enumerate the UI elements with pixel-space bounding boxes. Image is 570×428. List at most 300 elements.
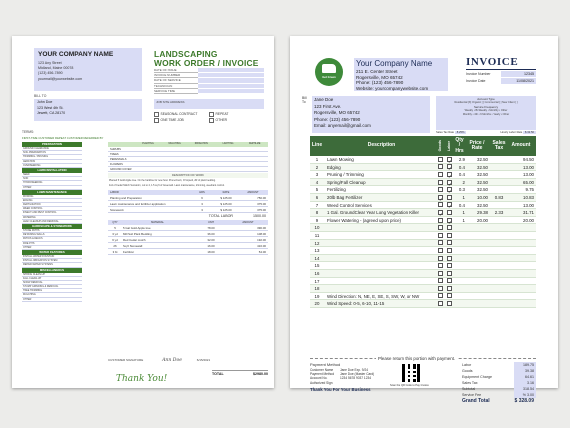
material-amount: 416.00: [257, 244, 266, 248]
line-amount: 9.75: [525, 187, 534, 193]
service-item[interactable]: FIRE PITS: [22, 242, 82, 246]
labor-checkbox[interactable]: [447, 248, 452, 253]
service-item[interactable]: MULCHING: [22, 293, 82, 297]
customer-options: FIRST-TIME CUSTOMER REPEAT CUSTOMER REFERRED BY: [22, 136, 104, 140]
service-item[interactable]: OTHER: [22, 186, 82, 190]
line-qty[interactable]: [454, 293, 466, 300]
line-qty[interactable]: [454, 224, 466, 231]
summary-label: Sales Tax: [462, 381, 478, 385]
goods-cell: [436, 209, 445, 216]
goods-checkbox[interactable]: [438, 172, 443, 177]
goods-cell: [436, 300, 445, 307]
line-description[interactable]: Lawn Mowing: [327, 157, 354, 162]
labor-cell: [445, 232, 454, 239]
line-qty[interactable]: [454, 300, 466, 307]
labor-checkbox[interactable]: [447, 225, 452, 230]
line-description[interactable]: Pruning / Trimming: [327, 172, 364, 178]
labor-rate[interactable]: $ 125.00: [220, 202, 232, 206]
grand-total-row: [462, 398, 536, 404]
goods-checkbox[interactable]: [438, 271, 443, 276]
goods-checkbox[interactable]: [438, 263, 443, 268]
payment-method: [310, 362, 384, 392]
line-qty[interactable]: [454, 278, 466, 285]
line-number: 16: [314, 270, 320, 276]
line-number: 2: [315, 164, 319, 170]
logo-text: Get Green: [322, 74, 336, 79]
section-header: LAWN INSTALLATION: [22, 168, 82, 173]
checkbox-one-time[interactable]: ONE TIME JOB: [154, 117, 209, 123]
labor-checkbox[interactable]: [447, 271, 452, 276]
service-row: [108, 167, 268, 172]
table-row: [310, 240, 536, 248]
line-qty[interactable]: 0.4: [458, 172, 465, 178]
service-item[interactable]: GROUND CLEARANCE: [22, 147, 82, 151]
line-tax: [490, 164, 508, 171]
labor-hrs[interactable]: 3: [201, 208, 203, 212]
line-rate[interactable]: [466, 278, 490, 285]
summary-value: % 3.00: [514, 392, 536, 398]
invoice-date-field[interactable]: 11/08/2021: [501, 78, 536, 84]
line-qty[interactable]: 2.9: [458, 157, 465, 162]
goods-checkbox[interactable]: [438, 248, 443, 253]
labor-hrs[interactable]: 3: [201, 202, 203, 206]
job-site-address-field[interactable]: JOB SITE ADDRESS: [154, 99, 264, 109]
invoice-header: [466, 56, 536, 84]
line-rate[interactable]: [466, 300, 490, 307]
service-item[interactable]: RETAINING WALLS: [22, 233, 82, 237]
service-col-header: IRRIGATION: [194, 143, 208, 145]
goods-checkbox[interactable]: [438, 278, 443, 283]
account-type-options[interactable]: Residential [X] Organic [ ] Commercial [ ] New Client [ ]: [454, 101, 518, 104]
service-item[interactable]: WATERING: [22, 216, 82, 220]
truck-icon: [322, 64, 336, 73]
company-name: Your Company Name: [356, 59, 433, 68]
line-rate[interactable]: 29.38: [477, 210, 488, 216]
goods-checkbox[interactable]: [438, 301, 443, 306]
document-title: [154, 50, 274, 68]
line-number: 19: [314, 293, 320, 299]
table-row: [310, 217, 536, 225]
labor-checkbox[interactable]: [447, 263, 452, 268]
labor-checkbox[interactable]: [447, 195, 452, 200]
company-address: 123 Any Street: [38, 61, 62, 65]
labor-checkbox[interactable]: [447, 240, 452, 245]
material-row: [108, 249, 268, 255]
line-qty[interactable]: 1: [462, 217, 465, 223]
table-row: [310, 164, 536, 172]
material-qty[interactable]: 5: [114, 226, 116, 230]
company-logo: [315, 58, 343, 86]
line-qty[interactable]: [454, 247, 466, 254]
line-rate[interactable]: [466, 285, 490, 292]
line-rate[interactable]: [466, 293, 490, 300]
material-unit[interactable]: 32.00: [207, 238, 215, 242]
checkbox-repeat[interactable]: REPEAT: [209, 111, 264, 117]
service-item[interactable]: SPRING CLEAN-UP: [22, 273, 82, 277]
service-item[interactable]: STONE PATHS: [22, 229, 82, 233]
line-tax: [490, 293, 508, 300]
line-number: 4: [315, 179, 319, 185]
table-row: [310, 232, 536, 240]
goods-checkbox[interactable]: [438, 233, 443, 238]
labor-checkbox[interactable]: ✓: [448, 166, 452, 172]
service-item[interactable]: SEED: [22, 173, 82, 177]
line-description[interactable]: 20lb Bag Fertilizer: [327, 194, 363, 200]
line-qty[interactable]: 1: [462, 194, 465, 200]
material-qty[interactable]: 6 yd: [112, 238, 118, 242]
table-row: [310, 262, 536, 270]
line-description[interactable]: Wind Speed: 0-5, 6-10, 11-15: [327, 301, 385, 307]
table-row: [310, 209, 536, 217]
col-description: Description: [367, 142, 396, 149]
labor-checkbox[interactable]: [447, 256, 452, 261]
line-rate[interactable]: 10.00: [477, 194, 488, 200]
service-row-label[interactable]: SHRUBS: [110, 148, 121, 151]
line-description[interactable]: 1 Gal. GroundClear Year Long Vegetation Killer: [327, 210, 420, 216]
hourly-rate-field[interactable]: $ 32.50: [525, 131, 534, 134]
service-row-label[interactable]: GROUND COVER: [110, 168, 132, 171]
line-number: 12: [314, 240, 320, 246]
invoice-date-label: Invoice Date: [466, 79, 486, 83]
material-rows: [108, 225, 268, 255]
line-rate[interactable]: 32.50: [477, 164, 488, 170]
grand-total-label: Grand Total: [462, 398, 490, 404]
line-qty[interactable]: [454, 285, 466, 292]
goods-checkbox[interactable]: [438, 240, 443, 245]
frequency-options[interactable]: Weekly • Bi-Weekly • Monthly • Other: [464, 108, 508, 112]
labor-amount: 375.00: [257, 208, 266, 212]
payment-value[interactable]: Jane Doe Exp. 9/24: [340, 367, 368, 372]
meta-label: SERVICE TIME: [154, 89, 198, 94]
tear-off-line: [310, 358, 536, 359]
line-tax: [490, 240, 508, 247]
section-header: HARDSCAPE & STONEWORK: [22, 224, 82, 229]
service-item[interactable]: AERATION: [22, 160, 82, 164]
table-row: [310, 285, 536, 293]
line-amount: 13.00: [523, 202, 534, 208]
line-amount: 13.00: [523, 172, 534, 178]
labor-cell: [445, 247, 454, 254]
line-qty[interactable]: [454, 232, 466, 239]
description-header: DESCRIPTION OF WORK: [108, 173, 268, 178]
line-amount: 10.83: [523, 194, 534, 200]
bill-to-field[interactable]: [312, 96, 430, 133]
line-qty[interactable]: 0.4: [458, 164, 465, 170]
line-qty[interactable]: [454, 255, 466, 262]
labor-checkbox[interactable]: [447, 293, 452, 298]
service-item[interactable]: OTHER: [22, 246, 82, 250]
labor-desc[interactable]: Planting and Preparation: [110, 196, 142, 200]
goods-checkbox[interactable]: [438, 187, 443, 192]
line-description[interactable]: Flower Watering - (agreed upon price): [327, 217, 402, 223]
line-rate[interactable]: 20.00: [477, 217, 488, 223]
summary-value: 64.61: [514, 374, 536, 380]
line-qty[interactable]: [454, 262, 466, 269]
labor-cell: [445, 224, 454, 231]
labor-hrs[interactable]: 6: [201, 196, 203, 200]
line-description[interactable]: Spring/Fall Cleanup: [327, 179, 366, 185]
labor-amount: 375.00: [257, 202, 266, 206]
service-item[interactable]: OVERSEEDING: [22, 164, 82, 168]
labor-cell: [445, 217, 454, 224]
service-item[interactable]: EDGING: [22, 199, 82, 203]
labor-checkbox[interactable]: [447, 233, 452, 238]
service-row-label[interactable]: PERENNIALS: [110, 158, 127, 161]
goods-cell: [436, 217, 445, 224]
frequency-options-2[interactable]: Monthly • 4th • 6 Months • Yearly • Other: [462, 112, 510, 116]
line-number: 15: [314, 263, 320, 269]
meta-field[interactable]: [198, 89, 264, 94]
return-note: Please return this portion with payment.: [378, 356, 456, 361]
payment-rows: [310, 368, 384, 386]
landscaping-work-order-sheet: [12, 36, 274, 388]
qr-code-icon[interactable]: [402, 364, 420, 382]
line-rate[interactable]: [466, 255, 490, 262]
table-row: [310, 171, 536, 179]
company-phone: (123) 456-7890: [38, 71, 63, 76]
goods-checkbox[interactable]: [438, 180, 443, 185]
service-item[interactable]: SOD: [22, 177, 82, 181]
labor-checkbox[interactable]: ✓: [448, 219, 452, 225]
material-unit[interactable]: 18.00: [207, 250, 215, 254]
table-row: [310, 270, 536, 278]
line-rate[interactable]: [466, 270, 490, 277]
line-description[interactable]: Weed Control Services: [327, 202, 372, 208]
signature-script: Ann Doe: [162, 358, 182, 363]
labor-checkbox[interactable]: [447, 278, 452, 283]
line-qty[interactable]: [454, 270, 466, 277]
goods-checkbox[interactable]: [438, 225, 443, 230]
line-qty[interactable]: 1: [462, 210, 465, 216]
service-item[interactable]: STUMP GRINDING & REMOVAL: [22, 285, 82, 289]
service-sections: [22, 142, 82, 302]
line-amount: 94.50: [523, 157, 534, 162]
summary-label: Labor: [462, 363, 472, 367]
line-rate[interactable]: 32.50: [477, 202, 488, 208]
material-amount: 390.00: [257, 226, 266, 230]
service-item[interactable]: INSTALL WATER FOUNTAIN: [22, 255, 82, 259]
service-item[interactable]: FALL CLEAN-UP: [22, 277, 82, 281]
line-tax: [490, 224, 508, 231]
service-item[interactable]: WEED CONTROL: [22, 207, 82, 211]
line-rate[interactable]: [466, 224, 490, 231]
total-label: TOTAL: [212, 372, 224, 376]
line-description[interactable]: [324, 262, 436, 269]
line-number: 1: [315, 157, 319, 162]
goods-checkbox[interactable]: [438, 164, 443, 169]
line-number: 8: [315, 210, 319, 216]
material-desc[interactable]: Mill Soil Plant Bedding: [123, 232, 152, 236]
labor-rate[interactable]: $ 125.00: [220, 208, 232, 212]
line-rate[interactable]: [466, 232, 490, 239]
line-amount: [508, 247, 536, 254]
material-unit[interactable]: 78.00: [207, 226, 215, 230]
labor-cell: [445, 194, 454, 201]
labor-col-desc: LABOR: [110, 191, 119, 194]
line-number: 17: [314, 278, 320, 284]
service-item[interactable]: HYDROSEEDING: [22, 181, 82, 185]
company-city: Rogersville, MO 65742: [356, 74, 403, 80]
service-item[interactable]: SNOW REMOVAL: [22, 281, 82, 285]
material-desc[interactable]: Red Cedar mulch: [123, 238, 146, 242]
title-line-2: WORK ORDER / INVOICE: [154, 58, 259, 68]
service-row-label[interactable]: TREES: [110, 153, 119, 156]
line-rate[interactable]: [466, 240, 490, 247]
labor-cell: [445, 262, 454, 269]
line-rate[interactable]: [466, 247, 490, 254]
goods-checkbox[interactable]: [438, 218, 443, 223]
material-qty[interactable]: 3 bt: [112, 250, 118, 254]
line-tax: [490, 285, 508, 292]
service-item[interactable]: PATIOS & DECKS: [22, 237, 82, 241]
bill-to-street: 123 First Ave.: [314, 103, 342, 109]
goods-cell: [436, 171, 445, 178]
service-item[interactable]: TREE TRIMMING: [22, 289, 82, 293]
line-qty[interactable]: 0.4: [458, 202, 465, 208]
line-amount: [508, 232, 536, 239]
material-qty[interactable]: 26: [113, 244, 117, 248]
goods-cell: [436, 224, 445, 231]
labor-checkbox[interactable]: ✓: [448, 173, 452, 179]
summary-label: Goods: [462, 369, 473, 373]
labor-cell: [445, 202, 454, 209]
material-desc[interactable]: Sq ft Stonewall: [123, 244, 143, 248]
goods-checkbox[interactable]: [438, 157, 443, 162]
labor-cell: [445, 300, 454, 307]
line-rate[interactable]: [466, 262, 490, 269]
goods-checkbox[interactable]: [438, 286, 443, 291]
material-unit[interactable]: 16.00: [207, 244, 215, 248]
line-tax: [490, 232, 508, 239]
labor-cell: [445, 164, 454, 171]
service-item[interactable]: INSTALL IRRIGATION SYSTEM: [22, 259, 82, 263]
invoice-number-field[interactable]: 12345: [501, 71, 536, 77]
labor-checkbox[interactable]: ✓: [448, 189, 452, 195]
goods-checkbox[interactable]: [438, 256, 443, 261]
payment-value[interactable]: Jane Doe (Master Card): [340, 371, 375, 376]
line-amount: [508, 293, 536, 300]
line-description[interactable]: [324, 240, 436, 247]
bill-to-field[interactable]: [34, 99, 142, 121]
line-description[interactable]: [324, 232, 436, 239]
labor-checkbox[interactable]: ✓: [448, 204, 452, 210]
table-row: [310, 247, 536, 255]
line-rate[interactable]: 32.50: [477, 179, 488, 185]
goods-checkbox[interactable]: ✓: [439, 196, 443, 202]
grand-total-row: [212, 370, 268, 376]
section-header: MISCELLANEOUS: [22, 268, 82, 273]
col-qty: Qty / Hrs: [455, 137, 464, 154]
labor-checkbox[interactable]: [447, 210, 452, 215]
goods-cell: [436, 285, 445, 292]
line-tax: [490, 171, 508, 178]
line-description[interactable]: [324, 224, 436, 231]
line-qty[interactable]: [454, 240, 466, 247]
line-description[interactable]: Fertilizing: [327, 187, 346, 193]
line-description[interactable]: [324, 255, 436, 262]
sales-tax-rate-field[interactable]: 8.25%: [456, 131, 465, 134]
service-item[interactable]: MOWING: [22, 195, 82, 199]
labor-checkbox[interactable]: ✓: [448, 158, 452, 164]
labor-checkbox[interactable]: ✓: [448, 181, 452, 187]
line-description[interactable]: Edging: [327, 164, 341, 170]
service-item[interactable]: REPAIR WATER SYSTEMS: [22, 263, 82, 267]
line-rate[interactable]: 32.50: [477, 187, 488, 193]
line-amount: [508, 300, 536, 307]
line-qty[interactable]: 0.3: [458, 187, 465, 193]
labor-checkbox[interactable]: [447, 286, 452, 291]
invoice-title: INVOICE: [466, 56, 536, 70]
service-item[interactable]: FERTILIZATION: [22, 203, 82, 207]
service-item[interactable]: INSECT AND PEST CONTROL: [22, 211, 82, 215]
goods-checkbox[interactable]: [438, 202, 443, 207]
service-col-header: MULCHING: [168, 143, 181, 145]
line-description[interactable]: [324, 270, 436, 277]
col-amount: Amount: [511, 142, 531, 149]
service-item[interactable]: OTHER: [22, 298, 82, 302]
material-qty[interactable]: 3 yd: [112, 232, 118, 236]
goods-cell: [436, 156, 445, 163]
goods-checkbox[interactable]: [438, 293, 443, 298]
labor-desc[interactable]: Stonework: [110, 208, 124, 212]
line-rate[interactable]: 32.50: [477, 157, 488, 162]
line-description[interactable]: Wind Direction: N, NE, E, SE, S, SW, W, or NW: [327, 293, 420, 299]
line-rate[interactable]: 32.50: [477, 172, 488, 178]
labor-checkbox[interactable]: [447, 301, 452, 306]
line-tax: [490, 270, 508, 277]
labor-cell: [445, 278, 454, 285]
summary-label: Service Fee: [462, 393, 482, 397]
bill-to: [302, 96, 430, 133]
landscaping-invoice-sheet: [290, 36, 558, 404]
goods-cell: [436, 164, 445, 171]
material-desc[interactable]: 5 Gal Gold Apple tree: [123, 226, 151, 230]
material-unit[interactable]: 36.00: [207, 232, 215, 236]
material-desc[interactable]: Fertilizer: [123, 250, 135, 254]
checkbox-seasonal[interactable]: SEASONAL CONTRACT: [154, 111, 209, 117]
line-qty[interactable]: 2: [462, 179, 465, 185]
service-item[interactable]: TRIMMING / PRUNING: [22, 155, 82, 159]
payment-value[interactable]: 1234 5678 9037 1234: [340, 376, 372, 381]
labor-cell: [445, 186, 454, 193]
line-tax: [490, 156, 508, 163]
material-col-amount: AMOUNT: [242, 221, 254, 224]
line-description[interactable]: [324, 247, 436, 254]
col-rate: Price / Rate: [469, 139, 485, 151]
material-col-qty: QTY: [112, 221, 118, 224]
col-line: Line: [311, 142, 323, 149]
service-item[interactable]: LEAF CLEANUP AND REMOVAL: [22, 220, 82, 224]
line-amount: [508, 240, 536, 247]
goods-checkbox[interactable]: ✓: [439, 211, 443, 217]
line-description[interactable]: [324, 278, 436, 285]
total-labor: [108, 214, 266, 218]
service-row-label[interactable]: FLOWERS: [110, 163, 123, 166]
checkbox-other[interactable]: OTHER: [209, 117, 264, 123]
summary-value: 3.16: [514, 380, 536, 386]
work-detail: [108, 142, 268, 255]
service-item[interactable]: SOIL PREPARATION: [22, 151, 82, 155]
job-site: [154, 99, 264, 123]
payment-title: Payment Method: [310, 362, 341, 367]
goods-cell: [436, 202, 445, 209]
company-block: [34, 48, 142, 91]
labor-rate[interactable]: $ 125.00: [220, 196, 232, 200]
labor-desc[interactable]: Lawn maintenance and fertilizer application: [110, 202, 166, 206]
line-description[interactable]: [324, 285, 436, 292]
section-header: LAWN MAINTENANCE: [22, 190, 82, 195]
company-email: yourmail@yourwebsite.com: [38, 76, 83, 81]
